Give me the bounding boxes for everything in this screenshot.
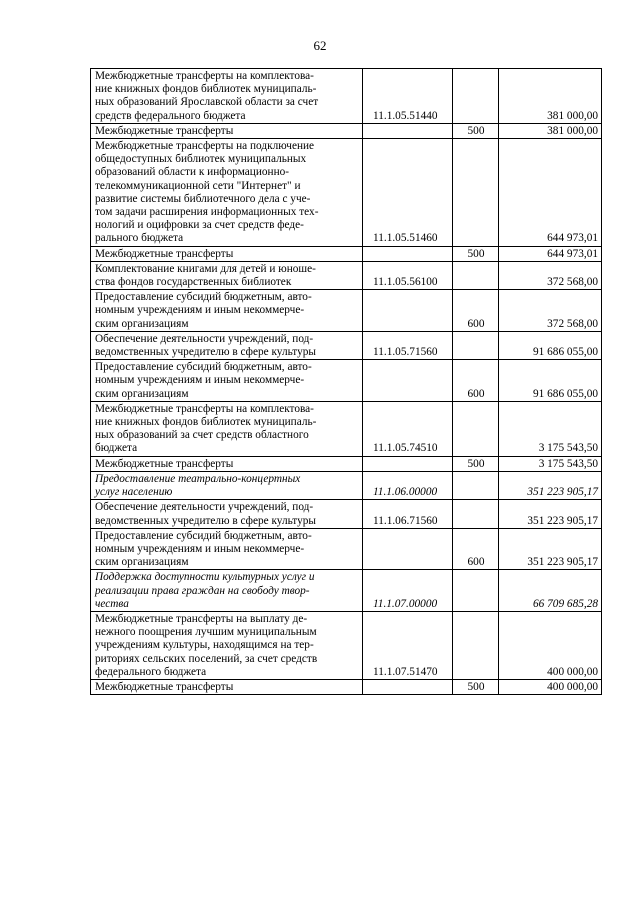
row-amount-cell: 372 568,00 bbox=[499, 290, 602, 332]
row-name-cell bbox=[91, 139, 363, 247]
row-name-line: средств федерального бюджета bbox=[95, 109, 246, 122]
row-name-line: номным учреждениям и иным некоммерче- bbox=[95, 374, 305, 387]
row-name-line: том задачи расширения информационных тех- bbox=[95, 206, 319, 219]
row-name-line: ных образований Ярославской области за счет bbox=[95, 96, 319, 109]
row-expense-type-cell bbox=[453, 611, 499, 679]
row-name-cell bbox=[91, 500, 363, 528]
row-name-line: развитие системы библиотечного дела с уче- bbox=[95, 192, 311, 205]
table-row bbox=[91, 246, 602, 261]
table-row bbox=[91, 471, 602, 499]
row-expense-type-cell: 500 bbox=[453, 123, 499, 138]
row-name-line: номным учреждениям и иным некоммерче- bbox=[95, 542, 305, 555]
row-name-line: ние книжных фондов библиотек муниципаль- bbox=[95, 83, 317, 96]
table-row bbox=[91, 360, 602, 402]
table-row bbox=[91, 570, 602, 612]
row-name-line: образований области к информационно- bbox=[95, 166, 290, 179]
table-row bbox=[91, 401, 602, 456]
row-name-line: Межбюджетные трансферты bbox=[95, 457, 234, 470]
row-name-line: учреждениям культуры, находящимся на тер- bbox=[95, 639, 314, 652]
row-name-line: Межбюджетные трансферты bbox=[95, 680, 234, 693]
row-code-cell: 11.1.06.00000 bbox=[363, 471, 453, 499]
row-amount-cell: 372 568,00 bbox=[499, 261, 602, 289]
row-expense-type-cell bbox=[453, 500, 499, 528]
table-row bbox=[91, 528, 602, 570]
row-name-cell bbox=[91, 360, 363, 402]
row-name-cell bbox=[91, 261, 363, 289]
row-name-cell bbox=[91, 123, 363, 138]
row-name-line: Межбюджетные трансферты на подключение bbox=[95, 140, 315, 153]
row-name-cell bbox=[91, 401, 363, 456]
row-code-cell bbox=[363, 456, 453, 471]
row-name-line: федерального бюджета bbox=[95, 665, 207, 678]
row-name-cell bbox=[91, 69, 363, 124]
row-name-line: Межбюджетные трансферты на комплектова- bbox=[95, 402, 314, 415]
row-code-cell: 11.1.05.51460 bbox=[363, 139, 453, 247]
row-name-line: нежного поощрения лучшим муниципальным bbox=[95, 626, 317, 639]
row-name-cell bbox=[91, 246, 363, 261]
table-row bbox=[91, 261, 602, 289]
row-name-line: ства фондов государственных библиотек bbox=[95, 276, 292, 289]
row-name-cell bbox=[91, 611, 363, 679]
row-amount-cell: 91 686 055,00 bbox=[499, 360, 602, 402]
row-code-cell: 11.1.06.71560 bbox=[363, 500, 453, 528]
row-name-line: услуг населению bbox=[95, 486, 173, 499]
row-expense-type-cell: 600 bbox=[453, 290, 499, 332]
row-amount-cell: 3 175 543,50 bbox=[499, 401, 602, 456]
row-expense-type-cell bbox=[453, 471, 499, 499]
row-name-line: Обеспечение деятельности учреждений, под- bbox=[95, 332, 314, 345]
page-number: 62 bbox=[313, 38, 327, 53]
row-code-cell bbox=[363, 360, 453, 402]
row-name-line: чества bbox=[95, 597, 129, 610]
row-name-line: Межбюджетные трансферты на выплату де- bbox=[95, 612, 308, 625]
row-code-cell bbox=[363, 123, 453, 138]
row-name-line: ведомственных учредителю в сфере культуры bbox=[95, 514, 316, 527]
row-expense-type-cell bbox=[453, 401, 499, 456]
row-name-line: Межбюджетные трансферты bbox=[95, 124, 234, 137]
row-expense-type-cell: 500 bbox=[453, 679, 499, 694]
budget-table-body bbox=[91, 69, 602, 695]
row-expense-type-cell: 600 bbox=[453, 360, 499, 402]
row-code-cell: 11.1.07.51470 bbox=[363, 611, 453, 679]
row-code-cell bbox=[363, 290, 453, 332]
row-amount-cell: 3 175 543,50 bbox=[499, 456, 602, 471]
row-amount-cell: 66 709 685,28 bbox=[499, 570, 602, 612]
row-name-line: Межбюджетные трансферты bbox=[95, 247, 234, 260]
row-expense-type-cell bbox=[453, 69, 499, 124]
row-name-line: ским организациям bbox=[95, 556, 189, 569]
row-code-cell: 11.1.05.56100 bbox=[363, 261, 453, 289]
table-row bbox=[91, 331, 602, 359]
table-row bbox=[91, 139, 602, 247]
row-name-cell bbox=[91, 528, 363, 570]
row-amount-cell: 351 223 905,17 bbox=[499, 528, 602, 570]
row-code-cell: 11.1.05.74510 bbox=[363, 401, 453, 456]
table-row bbox=[91, 290, 602, 332]
row-amount-cell: 351 223 905,17 bbox=[499, 471, 602, 499]
row-expense-type-cell: 500 bbox=[453, 456, 499, 471]
budget-table bbox=[90, 68, 602, 695]
row-name-line: Предоставление субсидий бюджетным, авто- bbox=[95, 291, 312, 304]
row-code-cell: 11.1.07.00000 bbox=[363, 570, 453, 612]
row-expense-type-cell: 500 bbox=[453, 246, 499, 261]
row-name-line: рального бюджета bbox=[95, 232, 184, 245]
row-name-line: Обеспечение деятельности учреждений, под- bbox=[95, 501, 314, 514]
row-name-line: ных образований за счет средств областного bbox=[95, 429, 309, 442]
table-row bbox=[91, 69, 602, 124]
row-amount-cell: 381 000,00 bbox=[499, 123, 602, 138]
row-code-cell bbox=[363, 528, 453, 570]
table-row bbox=[91, 679, 602, 694]
row-name-line: ским организациям bbox=[95, 387, 189, 400]
row-name-line: Предоставление субсидий бюджетным, авто- bbox=[95, 361, 312, 374]
row-name-line: номным учреждениям и иным некоммерче- bbox=[95, 304, 305, 317]
row-expense-type-cell bbox=[453, 139, 499, 247]
row-expense-type-cell: 600 bbox=[453, 528, 499, 570]
row-name-line: бюджета bbox=[95, 442, 138, 455]
row-code-cell bbox=[363, 679, 453, 694]
row-amount-cell: 381 000,00 bbox=[499, 69, 602, 124]
table-row bbox=[91, 123, 602, 138]
row-amount-cell: 400 000,00 bbox=[499, 679, 602, 694]
row-expense-type-cell bbox=[453, 570, 499, 612]
row-name-line: Предоставление субсидий бюджетным, авто- bbox=[95, 529, 312, 542]
row-expense-type-cell bbox=[453, 331, 499, 359]
row-amount-cell: 400 000,00 bbox=[499, 611, 602, 679]
row-code-cell bbox=[363, 246, 453, 261]
row-name-line: ским организациям bbox=[95, 317, 189, 330]
row-name-line: Комплектование книгами для детей и юноше- bbox=[95, 262, 316, 275]
row-amount-cell: 91 686 055,00 bbox=[499, 331, 602, 359]
row-name-cell bbox=[91, 679, 363, 694]
row-code-cell: 11.1.05.71560 bbox=[363, 331, 453, 359]
table-row bbox=[91, 611, 602, 679]
row-name-line: Межбюджетные трансферты на комплектова- bbox=[95, 70, 314, 82]
row-name-line: телекоммуникационной сети "Интернет" и bbox=[95, 179, 301, 192]
row-name-line: реализации права граждан на свободу твор- bbox=[95, 584, 310, 597]
row-name-line: ведомственных учредителю в сфере культуры bbox=[95, 346, 316, 359]
row-amount-cell: 351 223 905,17 bbox=[499, 500, 602, 528]
table-row bbox=[91, 500, 602, 528]
row-name-line: ние книжных фондов библиотек муниципаль- bbox=[95, 416, 317, 429]
row-name-cell bbox=[91, 331, 363, 359]
row-name-line: риториях сельских поселений, за счет средств bbox=[95, 652, 318, 665]
row-expense-type-cell bbox=[453, 261, 499, 289]
table-row bbox=[91, 456, 602, 471]
row-amount-cell: 644 973,01 bbox=[499, 246, 602, 261]
row-name-cell bbox=[91, 290, 363, 332]
row-amount-cell: 644 973,01 bbox=[499, 139, 602, 247]
row-name-line: Поддержка доступности культурных услуг и bbox=[95, 571, 315, 584]
row-name-cell bbox=[91, 456, 363, 471]
row-name-line: Предоставление театрально-концертных bbox=[95, 472, 301, 485]
row-name-cell bbox=[91, 570, 363, 612]
row-name-line: общедоступных библиотек муниципальных bbox=[95, 153, 307, 166]
row-name-line: нологий и оцифровки за счет средств феде- bbox=[95, 219, 304, 232]
row-code-cell: 11.1.05.51440 bbox=[363, 69, 453, 124]
row-name-cell bbox=[91, 471, 363, 499]
